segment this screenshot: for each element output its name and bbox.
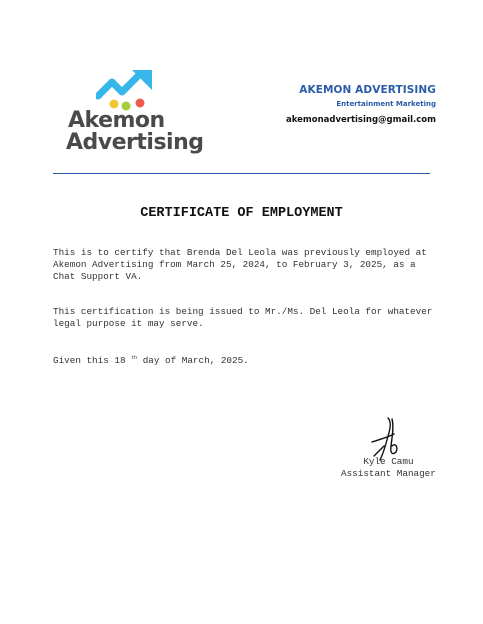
certificate-title: CERTIFICATE OF EMPLOYMENT: [140, 206, 343, 221]
header-divider: [53, 173, 430, 174]
company-logo: [66, 70, 204, 155]
signatory-position: Assistant Manager: [341, 468, 436, 479]
purpose-paragraph: This certification is being issued to Mr./Ms. Del Leola for whatever legal purpose it may serve.: [53, 306, 433, 329]
company-email: akemonadvertising@gmail.com: [285, 115, 436, 125]
given-date-line: [53, 352, 438, 367]
company-header: [286, 84, 436, 125]
company-tagline: Entertainment Marketing: [336, 100, 436, 108]
employment-paragraph: This is to certify that Brenda Del Leola was previously employed at Akemon Advertising from March 25, 2024, to February 3, 2025, as a Chat Support VA.: [53, 247, 427, 282]
signatory-block: [341, 456, 436, 480]
signatory-name: Kyle Camu: [363, 456, 414, 467]
given-ordinal: th: [131, 355, 138, 361]
growth-arrow-icon: [96, 70, 160, 112]
given-suffix: day of March, 2025.: [137, 355, 249, 366]
logo-word-line1: Akemon: [68, 108, 165, 133]
logo-word-line2: Advertising: [66, 130, 204, 155]
given-prefix: Given this 18: [53, 355, 126, 366]
company-name: AKEMON ADVERTISING: [299, 84, 436, 96]
